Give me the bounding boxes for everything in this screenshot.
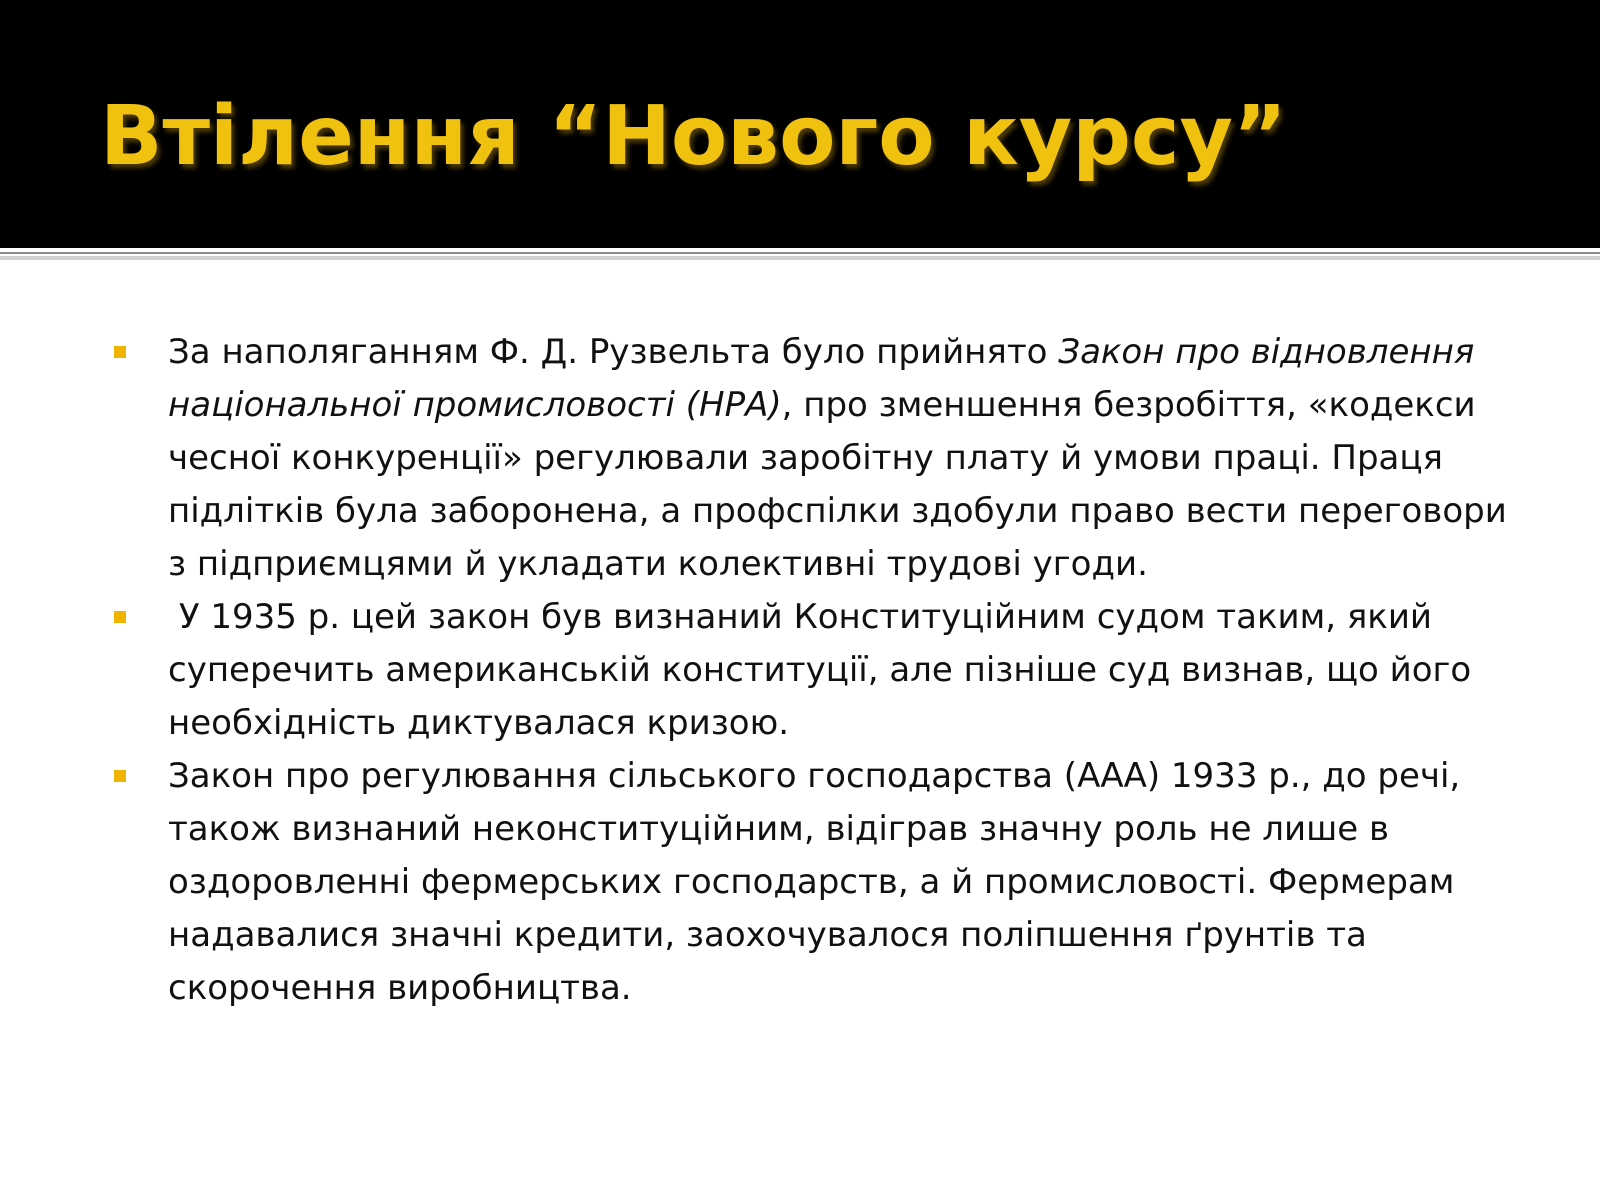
bullet-text-1-part-a: За наполяганням Ф. Д. Рузвельта було прийнято [168, 332, 1059, 372]
bullet-item-1 [112, 326, 1512, 591]
square-bullet-icon [114, 770, 126, 782]
bullet-text-1-italic: Закон про відновлення національної промисловості (НРА) [168, 332, 1475, 425]
bullet-text-1-part-b: , про зменшення безробіття, «кодекси чесної конкуренції» регулювали заробітну плату й умови праці. Праця підлітків була заборонена, а профспілки здобули право вести переговори з підприємцями й укладати колективні трудові угоди. [168, 385, 1507, 584]
bullet-item-3 [112, 750, 1512, 1015]
bullet-text-3: Закон про регулювання сільського господарства (ААА) 1933 р., до речі, також визнаний неконституційним, відіграв значну роль не лише в оздоровленні фермерських господарств, а й промисловості. Фермерам надавалися значні кредити, заохочувалося поліпшення ґрунтів та скорочення виробництва. [168, 756, 1461, 1008]
bullet-list [112, 326, 1512, 1015]
bullet-text-2: У 1935 р. цей закон був визнаний Конституційним судом таким, який суперечить американській конституції, але пізніше суд визнав, що його необхідність диктувалася кризою. [168, 597, 1482, 743]
title-bar [0, 0, 1600, 248]
slide-title: Втілення “Нового курсу” [100, 89, 1287, 184]
title-divider-shadow [0, 256, 1600, 260]
title-divider-line [0, 252, 1600, 254]
bullet-item-2 [112, 591, 1512, 750]
square-bullet-icon [114, 346, 126, 358]
bullet-text-1 [168, 332, 1507, 584]
square-bullet-icon [114, 611, 126, 623]
